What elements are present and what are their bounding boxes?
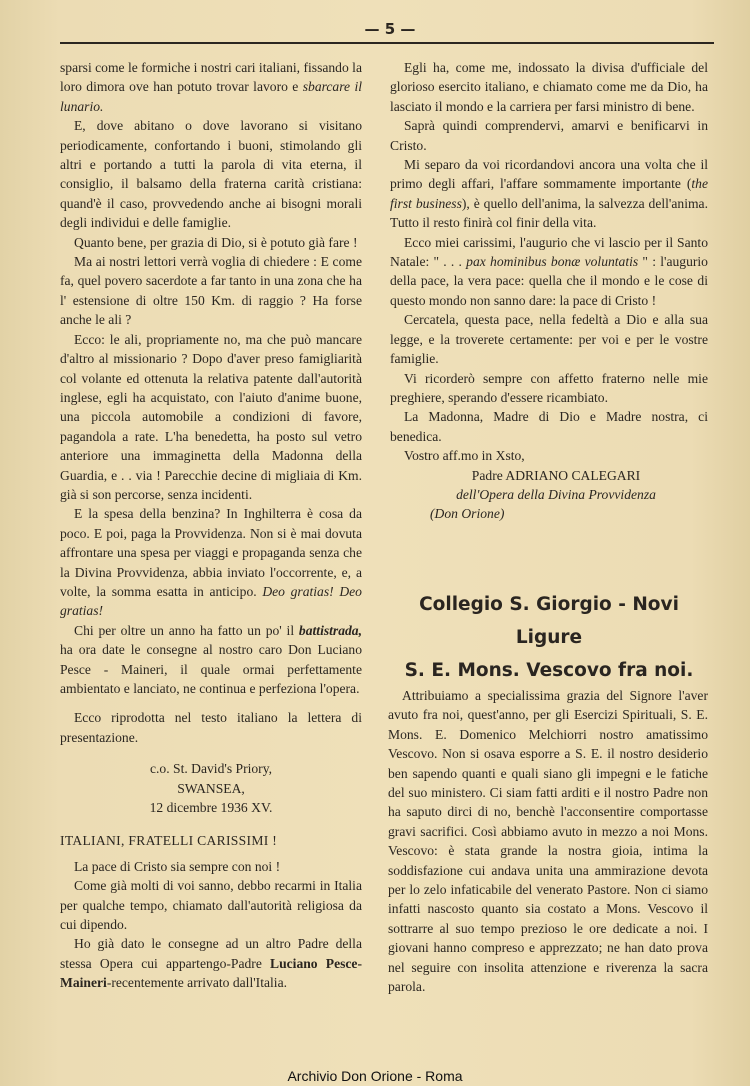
text-bold-italic: battistrada, [298, 622, 362, 638]
text: -recentemente arrivato dall'Italia. [106, 975, 288, 991]
section-subtitle-line: S. E. Mons. Vescovo fra noi. [404, 660, 694, 681]
paragraph [60, 621, 362, 699]
address-line: SWANSEA, [177, 780, 245, 796]
paragraph: La pace di Cristo sia sempre con noi ! [74, 858, 281, 874]
paragraph: Ma ai nostri lettori verrà voglia di chiedere : E come fa, quel povero sacerdote a far tanto in una zona che ha l' estensione di oltre 150 Km. di raggio ? Ha forse anche le ali ? [60, 254, 362, 328]
paragraph: Ecco riprodotta nel testo italiano la lettera di presentazione. [60, 710, 362, 745]
text: Ecco miei carissimi, l'augurio che vi lascio per il Santo Natale: " . . . [390, 234, 708, 270]
section-title-line: Collegio S. Giorgio - Novi Ligure [419, 594, 679, 648]
paragraph: Vi ricorderò sempre con affetto fraterno nelle mie preghiere, sperando d'essere ricambiato. [390, 370, 708, 405]
paragraph [390, 233, 708, 311]
signature-name: Padre ADRIANO CALEGARI [471, 467, 641, 483]
paragraph [390, 155, 708, 233]
letter-address [60, 759, 362, 817]
paragraph [60, 934, 362, 992]
text-italic: the first business [390, 176, 708, 211]
text-bold: Luciano Pesce-Maineri [60, 955, 362, 991]
section-body-column [388, 686, 708, 997]
text: ), è quello dell'anima, la salvezza dell'anima. Tutto il resto finirà col finir della vita. [390, 195, 708, 231]
page-header [60, 20, 714, 46]
paragraph: E, dove abitano o dove lavorano si visitano periodicamente, confortando i buoni, stimolando gli altri e portando a tutti la parola di vita eterna, il consiglio, il balsamo della fraterna carità cristiana: quand'è il caso, provvedendo anche ai bisogni morali degli individui e delle famiglie. [60, 118, 362, 231]
paragraph [60, 58, 362, 116]
paragraph: Attribuiamo a specialissima grazia del Signore l'aver avuto fra noi, quest'anno, per gli Esercizi Spirituali, S. E. Mons. E. Domenico Melchiorri nostro amatissimo Vescovo. Non si osava esporre a S. E. il nostro desiderio ben sapendo quanti e quali siano gli impegni e le fatiche del suo ministero. Ci siam fatti arditi e il nostro Padre non ha saputo dirci di no, benchè l'acconsentire comportasse gravi sacrifici. Così abbiamo avuto in mezzo a noi Mons. Vescovo: è stata grande la nostra gioia, intima la soddisfazione cui andava unita una ammirazione devota per lo zelo infaticabile del venerato Pastore. Non ci siamo infatti nascosto quanto sia costato a Mons. Vescovo il sottrarre al suo tempo prezioso le ore dedicate a noi. I giovani hanno compreso e apprezzato; ne han dato prova nel seguire con insolita attenzione e riverenza la sacra parola. [388, 688, 708, 995]
archive-footer: Archivio Don Orione - Roma [287, 1068, 463, 1084]
signature-founder: (Don Orione) [430, 506, 505, 522]
text: E la spesa della benzina? In Inghilterra è cosa da poco. E poi, paga la Provvidenza. Non si è mai dovuta affrontare una spesa per viaggi e propaganda senza che la Divina Provvidenza, abbia inviato l'occorrente, e, a volte, la somma esatta in anticipo. [60, 506, 362, 599]
address-line: c.o. St. David's Priory, [149, 761, 273, 777]
paragraph: Quanto bene, per grazia di Dio, si è potuto già fare ! [74, 234, 358, 250]
paragraph [60, 504, 362, 620]
paragraph: Come già molti di voi sanno, debbo recarmi in Italia per qualche tempo, chiamato dall'autorità religiosa da cui dipendo. [60, 878, 362, 933]
paragraph: La Madonna, Madre di Dio e Madre nostra, ci benedica. [390, 409, 708, 444]
left-column [60, 58, 362, 993]
text: Mi separo da voi ricordandovi ancora una volta che il primo degli affari, l'affare sommamente importante ( [390, 157, 708, 192]
page-number: — 5 — [364, 20, 416, 38]
text: ha ora date le consegne al nostro caro Don Luciano Pesce - Maineri, il quale ormai perfettamente ambientato e lanciato, ne continua e perfeziona l'opera. [60, 642, 362, 696]
right-column [390, 58, 708, 524]
paragraph: Ecco: le ali, propriamente no, ma che può mancare d'altro al missionario ? Dopo d'aver preso famigliarità col volante ed ottenuta la relativa patente dall'autorità inglese, egli ha acquistato, con l'aiuto d'anime buone, una piccola automobile a condizioni di favore, pagandola a rate. L'ha benedetta, ha posto sul vetro anteriore una immaginetta della Madonna della Guardia, e . . via ! Parecchie decine di migliaia di Km. già si son percorse, senza incidenti. [60, 331, 362, 502]
text: sparsi come le formiche i nostri cari italiani, fissando la loro dimora ove han potuto trovar lavoro e [60, 60, 362, 95]
address-line: 12 dicembre 1936 XV. [149, 800, 273, 816]
text: Chi per oltre un anno ha fatto un po' il [74, 622, 299, 638]
text-italic: Deo gratias! Deo gratias! [60, 583, 362, 619]
section-heading [384, 588, 714, 687]
text-italic: sbarcare il lunario. [60, 79, 362, 114]
signature-organization: dell'Opera della Divina Provvidenza [456, 486, 656, 502]
header-rule [60, 42, 714, 44]
text: Ho già dato le consegne ad un altro Padre della stessa Opera cui appartengo-Padre [60, 936, 362, 971]
text: " : l'augurio della pace, la vera pace: quella che il mondo e le cose di questo mondo non sanno dare: la pace di Cristo ! [390, 254, 708, 308]
paragraph: Egli ha, come me, indossato la divisa d'ufficiale del glorioso esercito italiano, e chiamato come me da Dio, ha lasciato il mondo e la carriera per farsi ministro di bene. [390, 60, 708, 114]
paragraph: Vostro aff.mo in Xsto, [404, 448, 525, 464]
paragraph: Saprà quindi comprendervi, amarvi e benificarvi in Cristo. [390, 118, 708, 153]
text-italic: pax hominibus bonæ voluntatis [466, 254, 639, 270]
paragraph: Cercatela, questa pace, nella fedeltà a Dio e alla sua legge, e la troverete certamente: per voi e per le vostre famiglie. [390, 312, 708, 367]
letter-greeting: ITALIANI, FRATELLI CARISSIMI ! [60, 833, 278, 849]
